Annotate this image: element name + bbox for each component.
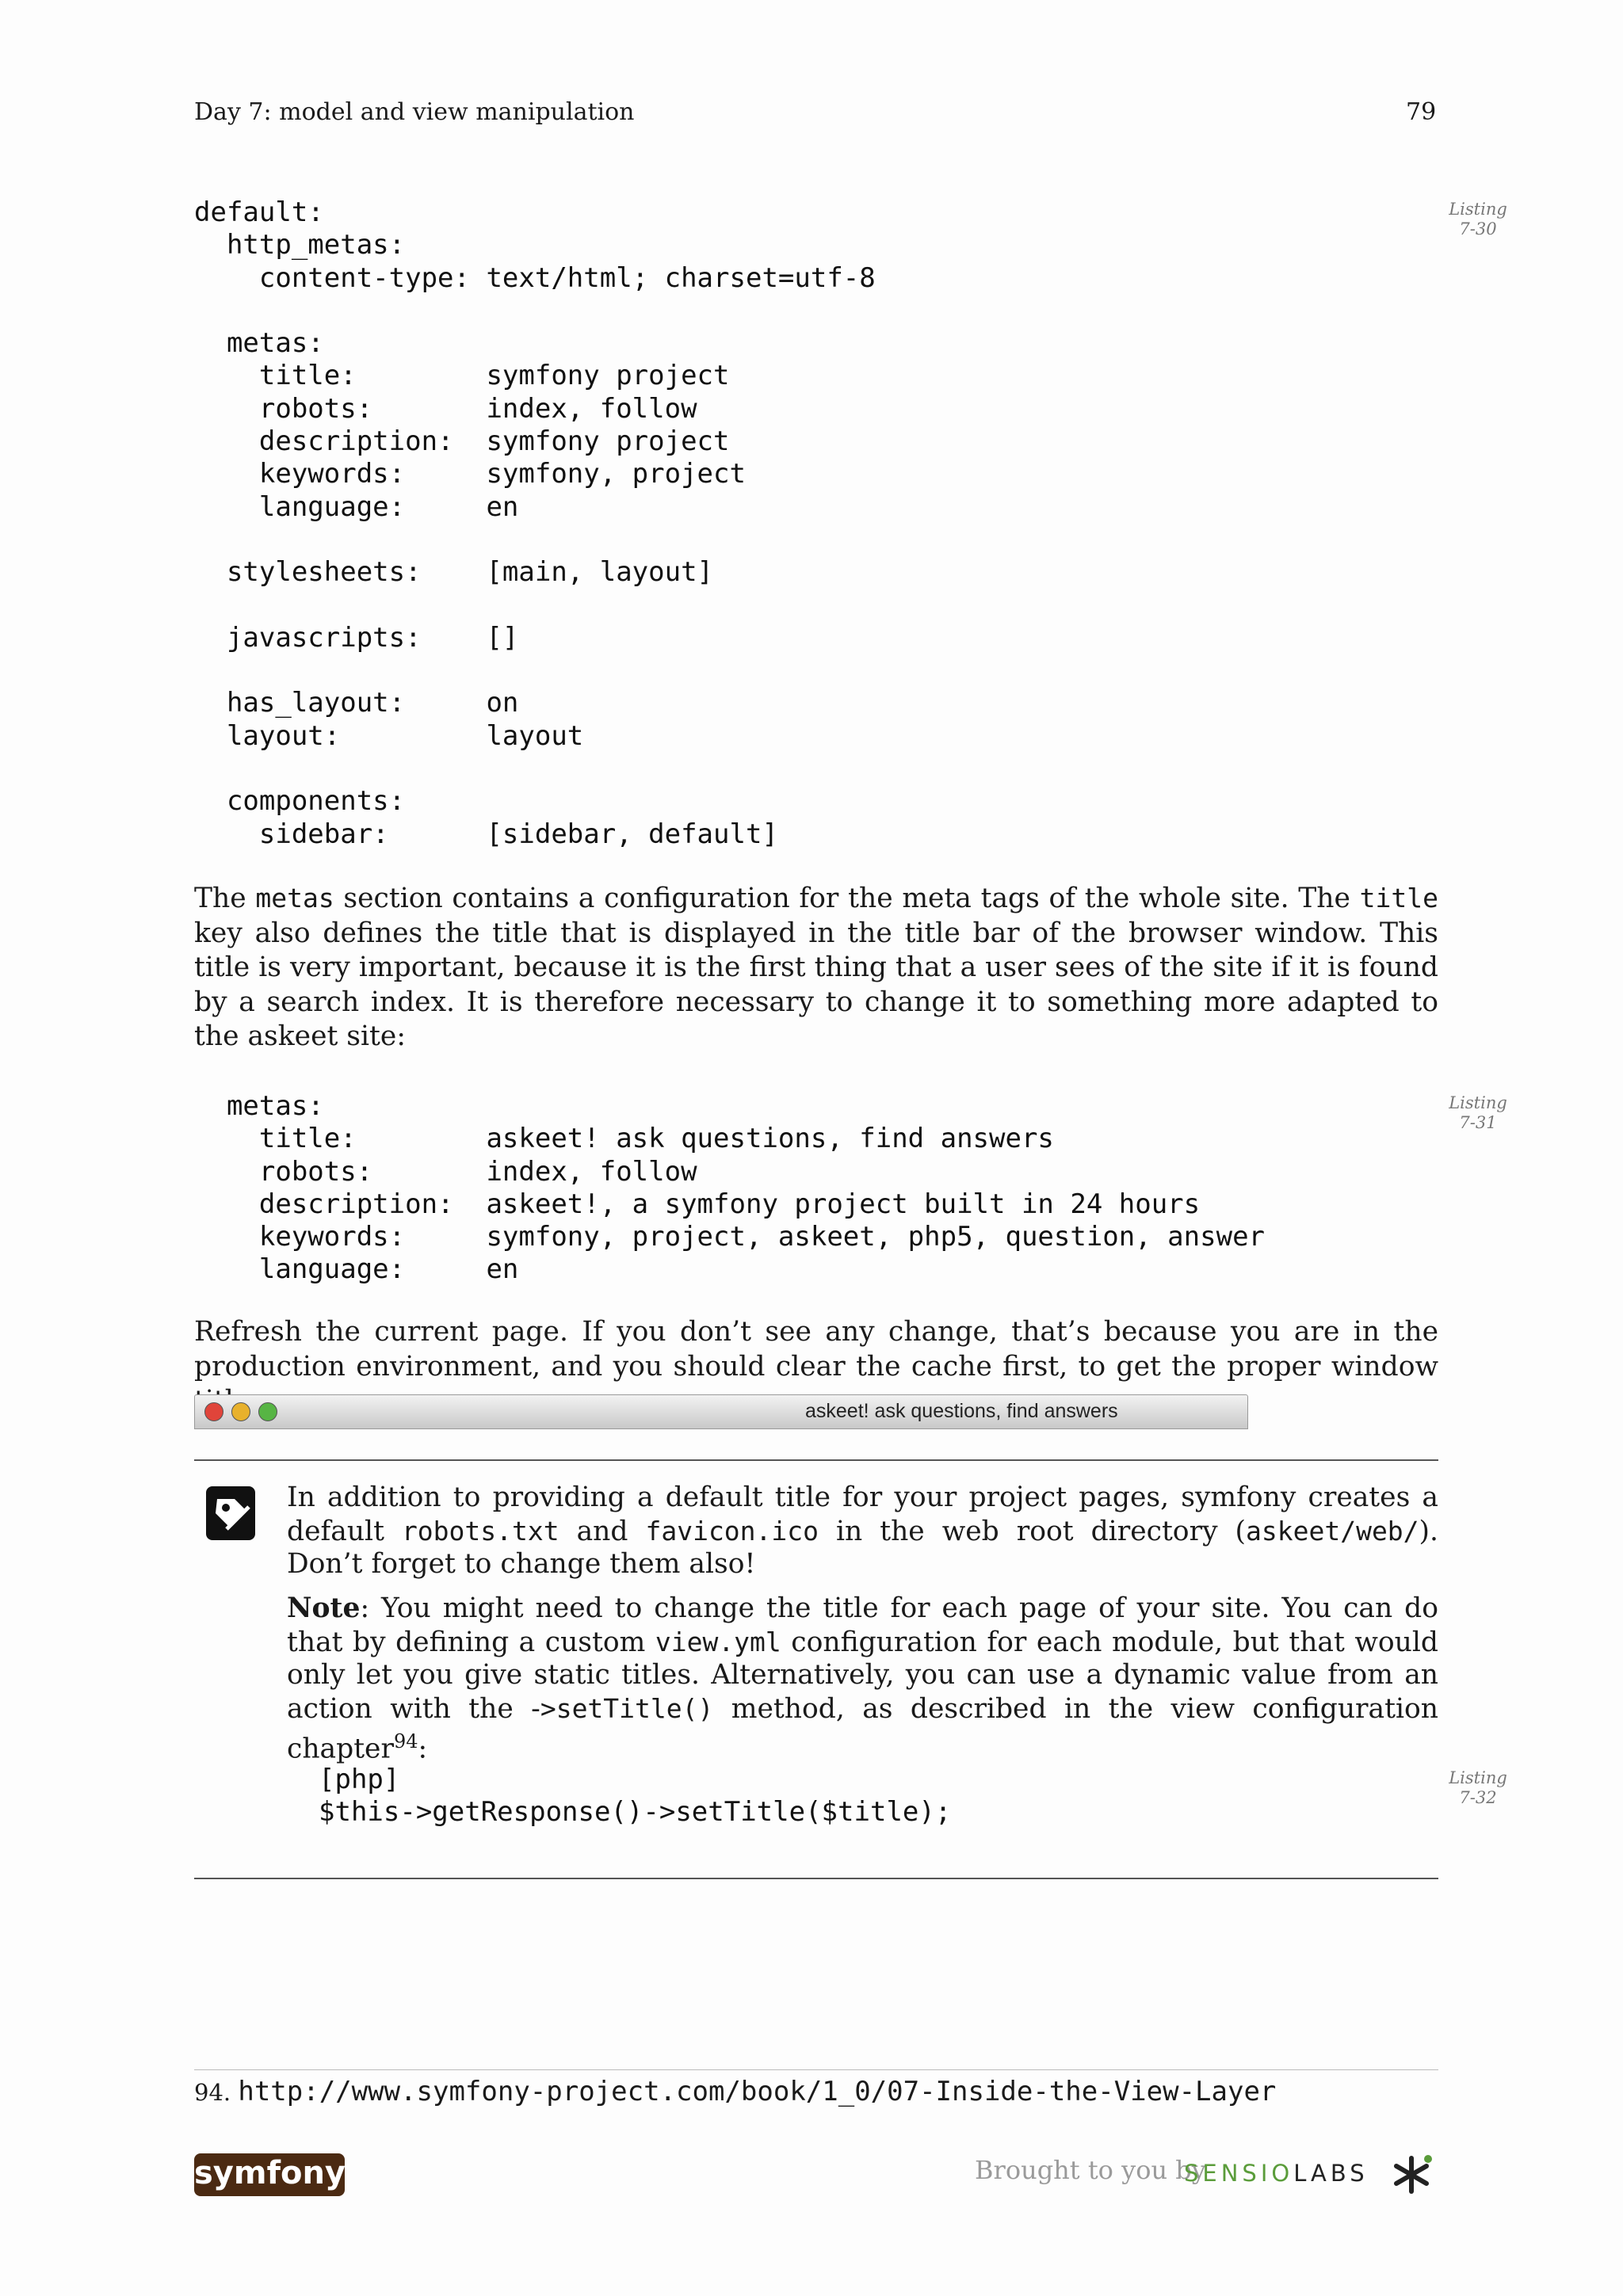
- text: and: [559, 1515, 646, 1547]
- symfony-logo: symfony: [194, 2153, 345, 2196]
- listing-label-7-31: Listing 7-31: [1449, 1093, 1507, 1132]
- text: The: [194, 883, 256, 914]
- text: method, as described in the view configuration chapter: [287, 1692, 1439, 1765]
- text: ). Don’t forget to change them also!: [287, 1515, 1438, 1580]
- page-number: 79: [1406, 98, 1437, 126]
- inline-code-web-dir: askeet/web/: [1246, 1515, 1419, 1547]
- close-light-icon: [204, 1402, 223, 1421]
- note-paragraph-settitle: [287, 1592, 1438, 1766]
- paragraph-refresh: Refresh the current page. If you don’t see any change, that’s because you are in the production environment, and you should clear the cache first, to get the proper window: [194, 1316, 1438, 1383]
- inline-code-metas: metas: [255, 883, 334, 913]
- note-bold-label: Note: [287, 1592, 361, 1624]
- minimize-light-icon: [231, 1402, 250, 1421]
- footnote-number: 94.: [194, 2079, 231, 2106]
- text: : You might need to change the title for each page of your site. You can do that by defining a custom: [287, 1592, 1438, 1658]
- code-listing-php-settitle: [php] $this->getResponse()->setTitle($title);: [319, 1764, 952, 1829]
- code-listing-askeet-metas: metas: title: askeet! ask questions, find answers robots: index, follow description: askeet!, a symfony project built in 24 hours keywords: symfony, project, askeet, php5, question, answer language: en: [226, 1090, 1266, 1286]
- note-bottom-rule: [194, 1878, 1438, 1879]
- inline-code-view-yml: view.yml: [655, 1626, 781, 1657]
- brand-part-sensio: SENSIO: [1184, 2160, 1294, 2187]
- brand-part-labs: LABS: [1293, 2160, 1369, 2187]
- text: section contains a configuration for the meta tags of the whole site. The: [334, 883, 1360, 914]
- footnote-separator: [194, 2069, 1438, 2070]
- sensiolabs-wordmark: [1184, 2160, 1369, 2187]
- inline-code-favicon: favicon.ico: [645, 1515, 819, 1547]
- code-listing-default-view: default: http_metas: content-type: text/html; charset=utf-8 metas: title: symfony project robots: index, follow description: symfony project keywords: symfony, project language: en stylesheets: [main, layout] javascripts: [] has_layout: on layout: layout components: sidebar: [sidebar, default]: [194, 196, 876, 850]
- window-title-text: askeet! ask questions, find answers: [805, 1400, 1118, 1422]
- inline-code-robots: robots.txt: [401, 1515, 559, 1547]
- running-header-title: Day 7: model and view manipulation: [194, 98, 635, 126]
- listing-label-7-30: Listing 7-30: [1449, 200, 1507, 238]
- listing-label-7-32: Listing 7-32: [1449, 1768, 1507, 1807]
- brought-to-you-by-text: Brought to you by: [975, 2155, 1206, 2185]
- footnote-url-link[interactable]: http://www.symfony-project.com/book/1_0/07-Inside-the-View-Layer: [238, 2076, 1277, 2107]
- paragraph-metas-explanation: [194, 881, 1438, 1055]
- footnote-ref-94[interactable]: 94: [393, 1730, 418, 1753]
- text: In addition to providing a default title for your project pages, symfony creates a default: [287, 1482, 1438, 1547]
- note-tag-icon: [203, 1483, 258, 1543]
- inline-code-settitle: >setTitle(): [540, 1692, 714, 1724]
- text: :: [418, 1733, 428, 1765]
- browser-window-titlebar-screenshot: [194, 1394, 1248, 1429]
- text: configuration for each module, but that would only let you give static titles. Alternatively, you can use a dynamic value from an action with the -: [287, 1626, 1438, 1725]
- zoom-light-icon: [258, 1402, 277, 1421]
- inline-code-title: title: [1359, 883, 1438, 913]
- text: in the web root directory (: [819, 1515, 1246, 1547]
- text: key also defines the title that is displayed in the title bar of the browser window. This title is very important, because it is the first thing that a user sees of the site if it is found by a search index. It is therefore necessary to change it to something more adapted to the askeet site:: [194, 917, 1438, 1052]
- note-top-rule: [194, 1459, 1438, 1461]
- footnote-94: [194, 2076, 1276, 2107]
- sensiolabs-star-icon: [1388, 2152, 1434, 2198]
- note-paragraph-defaults: [287, 1482, 1438, 1581]
